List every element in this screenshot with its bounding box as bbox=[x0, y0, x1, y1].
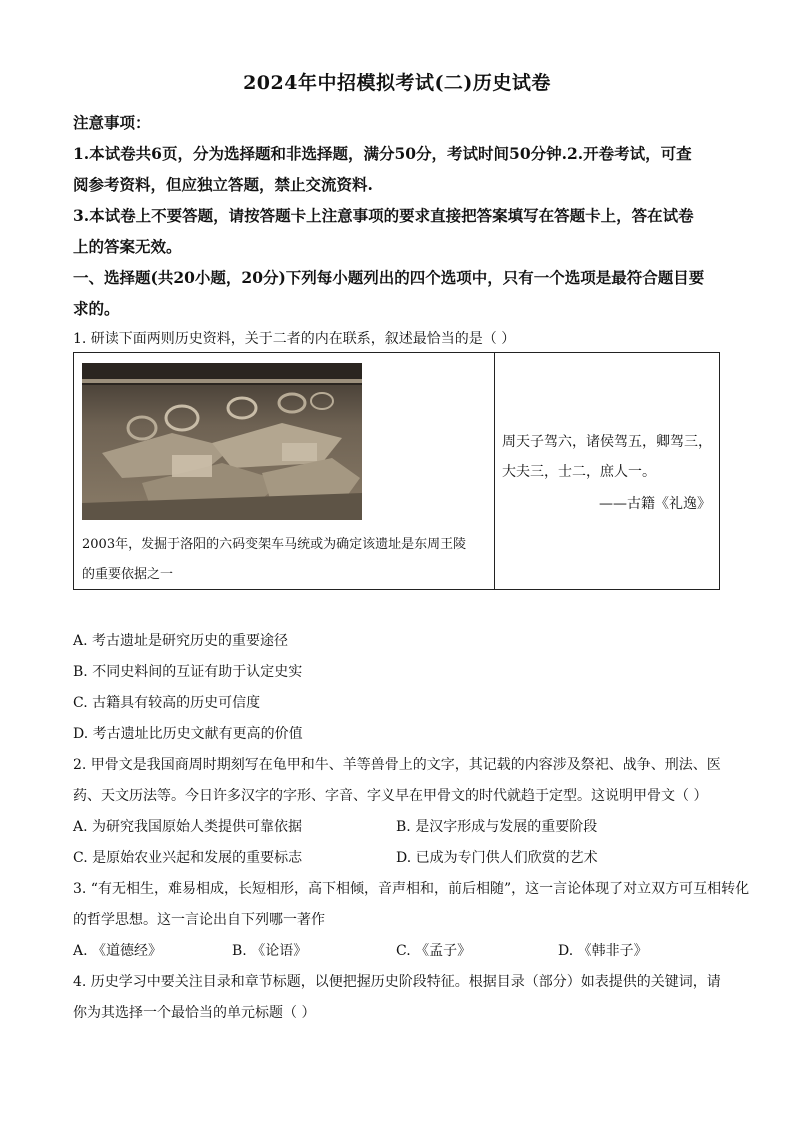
chariot-pit-photo bbox=[82, 363, 362, 520]
notice-rule-3-line-1: 3.本试卷上不要答题，请按答题卡上注意事项的要求直接把答案填写在答题卡上，答在试卷 bbox=[73, 206, 694, 225]
question-4-stem-line-2: 你为其选择一个最恰当的单元标题（ ） bbox=[73, 1005, 316, 1021]
question-3-option-a: A. 《道德经》 bbox=[73, 943, 163, 959]
question-2-stem-line-1: 2. 甲骨文是我国商周时期刻写在龟甲和牛、羊等兽骨上的文字，其记载的内容涉及祭祀、战争、刑法、医 bbox=[73, 757, 721, 773]
question-2-stem-line-2: 药、天文历法等。今日许多汉字的字形、字音、字义早在甲骨文的时代就趋于定型。这说明甲骨文（ ） bbox=[73, 788, 708, 804]
notice-rule-1-line-2: 阅参考资料，但应独立答题，禁止交流资料. bbox=[73, 175, 373, 194]
question-2-option-b: B. 是汉字形成与发展的重要阶段 bbox=[396, 819, 598, 835]
question-1-source-table bbox=[73, 352, 720, 590]
quote-source: ——古籍《礼逸》 bbox=[599, 496, 711, 512]
question-2-option-a: A. 为研究我国原始人类提供可靠依据 bbox=[73, 819, 303, 835]
section-heading-line-1: 一、选择题(共20小题，20分)下列每小题列出的四个选项中，只有一个选项是最符合题目要 bbox=[73, 268, 705, 287]
question-3-stem-line-2: 的哲学思想。这一言论出自下列哪一著作 bbox=[73, 912, 325, 928]
question-3-stem-line-1: 3. “有无相生，难易相成，长短相形，高下相倾，音声相和，前后相随”，这一言论体现了对立双方可互相转化 bbox=[73, 881, 750, 897]
question-1-stem: 1. 研读下面两则历史资料，关于二者的内在联系，叙述最恰当的是（ ） bbox=[73, 331, 516, 347]
question-1-option-d: D. 考古遗址比历史文献有更高的价值 bbox=[73, 726, 303, 742]
photo-caption-line-2: 的重要依据之一 bbox=[82, 567, 174, 582]
notice-rule-3-line-2: 上的答案无效。 bbox=[73, 237, 182, 256]
section-heading-line-2: 求的。 bbox=[73, 299, 120, 318]
question-1-option-a: A. 考古遗址是研究历史的重要途径 bbox=[73, 633, 289, 649]
question-3-option-b: B. 《论语》 bbox=[232, 943, 308, 959]
question-2-option-c: C. 是原始农业兴起和发展的重要标志 bbox=[73, 850, 303, 866]
exam-title: 2024年中招模拟考试(二)历史试卷 bbox=[243, 72, 551, 94]
quote-line-2: 大夫三，士二，庶人一。 bbox=[502, 464, 656, 480]
source-cell-photo bbox=[74, 353, 495, 589]
question-1-option-c: C. 古籍具有较高的历史可信度 bbox=[73, 695, 261, 711]
question-1-option-b: B. 不同史料间的互证有助于认定史实 bbox=[73, 664, 303, 680]
photo-caption-line-1: 2003年，发掘于洛阳的六码变架车马统或为确定该遗址是东周王陵 bbox=[82, 537, 467, 552]
question-3-option-d: D. 《韩非子》 bbox=[558, 943, 648, 959]
question-4-stem-line-1: 4. 历史学习中要关注目录和章节标题，以便把握历史阶段特征。根据目录（部分）如表提供的关键词，请 bbox=[73, 974, 721, 990]
notice-rule-1-line-1: 1.本试卷共6页，分为选择题和非选择题，满分50分，考试时间50分钟.2.开卷考试，可查 bbox=[73, 144, 692, 163]
question-2-option-d: D. 已成为专门供人们欣赏的艺术 bbox=[396, 850, 598, 866]
quote-line-1: 周天子驾六，诸侯驾五，卿驾三， bbox=[502, 434, 712, 450]
source-cell-quote bbox=[495, 353, 719, 589]
notice-heading: 注意事项： bbox=[73, 113, 151, 132]
question-3-option-c: C. 《孟子》 bbox=[396, 943, 472, 959]
